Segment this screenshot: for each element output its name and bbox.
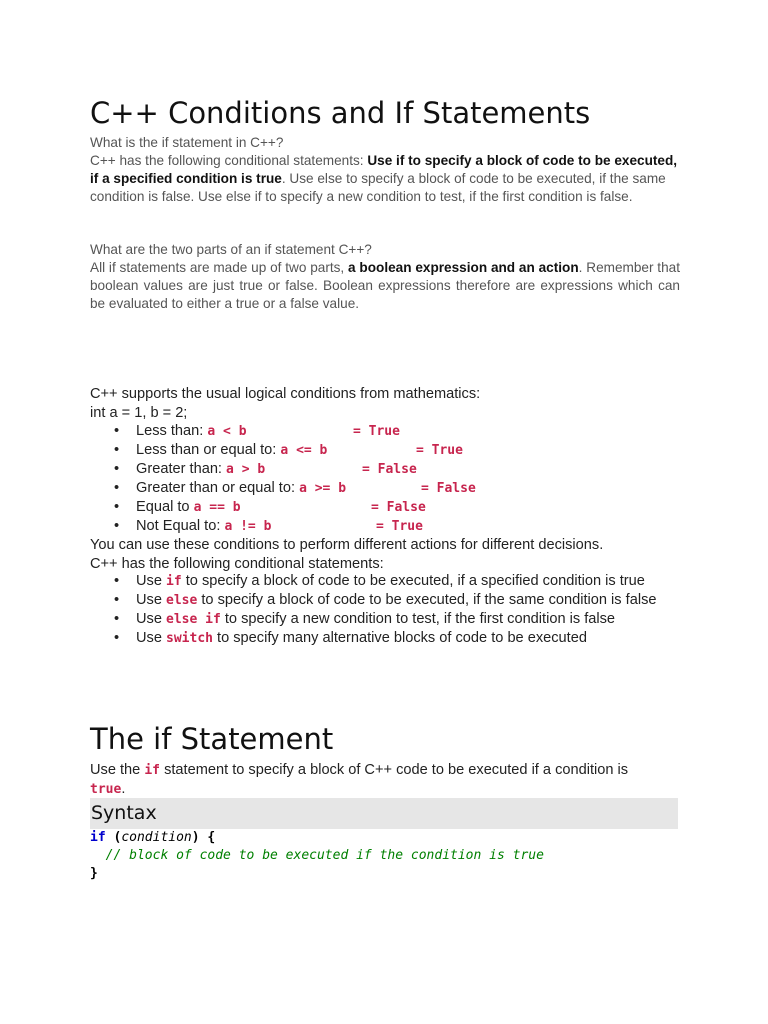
syntax-header — [90, 798, 678, 829]
code-line-3: } — [90, 866, 98, 881]
list-item: • Use else to specify a block of code to be executed, if the same condition is false — [90, 591, 690, 610]
section-title: The if Statement — [90, 722, 334, 756]
usage-text: You can use these conditions to perform different actions for different decisions. — [90, 537, 604, 553]
list-item: • Use if to specify a block of code to be executed, if a specified condition is true — [90, 572, 690, 591]
list-item: • Less than: a < b = True — [90, 422, 690, 441]
page-title: C++ Conditions and If Statements — [90, 96, 591, 130]
list-item: • Equal to a == b = False — [90, 498, 690, 517]
if-description: Use the if statement to specify a block of C++ code to be executed if a condition is true. — [90, 762, 629, 797]
variable-declaration: int a = 1, b = 2; — [90, 405, 188, 421]
syntax-title: Syntax — [91, 802, 157, 824]
code-line-1: if (condition) { — [90, 830, 216, 845]
list-item: • Use else if to specify a new condition to test, if the first condition is false — [90, 610, 690, 629]
list-item: • Greater than or equal to: a >= b = False — [90, 479, 690, 498]
list-item: • Less than or equal to: a <= b = True — [90, 441, 690, 460]
answer-if-statement: C++ has the following conditional statements: Use if to specify a block of code to be executed, if a specified condition is true. Use else to specify a block of code to be executed, if the same condition is false. Use else if to specify a new condition to test, if the first condition is false. — [90, 153, 678, 204]
code-block — [90, 829, 544, 883]
list-item: • Greater than: a > b = False — [90, 460, 690, 479]
conditions-intro: C++ supports the usual logical conditions from mathematics: — [90, 386, 481, 402]
code-line-2: // block of code to be executed if the condition is true — [105, 848, 544, 863]
list-item: • Not Equal to: a != b = True — [90, 517, 690, 536]
conditions-list — [90, 422, 690, 536]
statements-intro: C++ has the following conditional statements: — [90, 556, 384, 572]
question-if-statement: What is the if statement in C++? — [90, 135, 284, 150]
list-item: • Use switch to specify many alternative blocks of code to be executed — [90, 629, 690, 648]
statements-list — [90, 572, 690, 648]
question-two-parts: What are the two parts of an if statement C++? — [90, 242, 372, 257]
answer-two-parts: All if statements are made up of two parts, a boolean expression and an action. Remember that boolean values are just true or false. Boolean expressions therefore are expressions which can be evaluated to either a true or a false value. — [90, 260, 680, 311]
